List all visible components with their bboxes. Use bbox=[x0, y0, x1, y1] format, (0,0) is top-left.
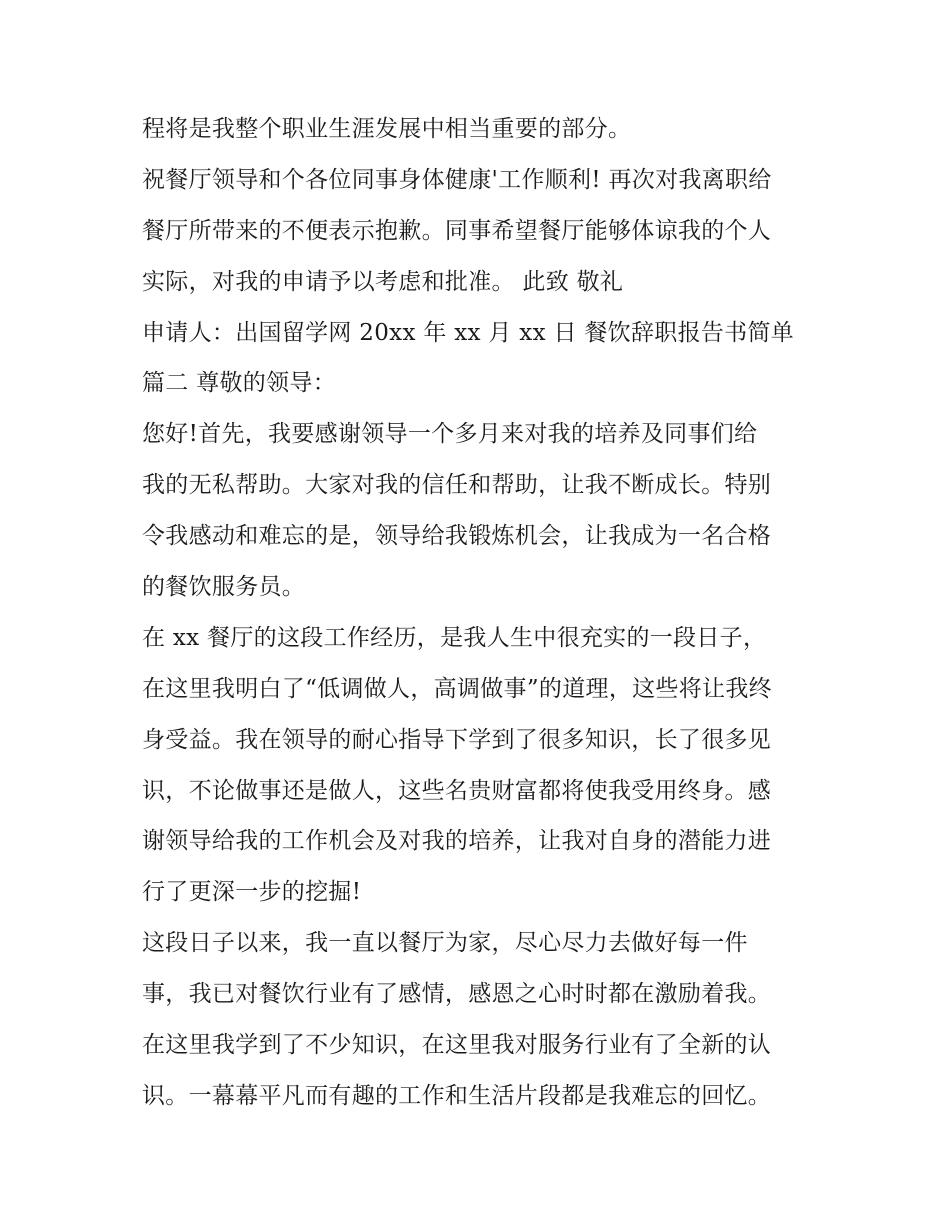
text-line: 在 xx 餐厅的这段工作经历，是我人生中很充实的一段日子， bbox=[142, 624, 767, 651]
document-body bbox=[142, 104, 842, 1122]
text-line: 身受益。我在领导的耐心指导下学到了很多知识，长了很多见 bbox=[142, 726, 772, 753]
text-line: 识，不论做事还是做人，这些名贵财富都将使我受用终身。感 bbox=[142, 777, 772, 804]
text-line: 在这里我明白了“低调做人，高调做事”的道理，这些将让我终 bbox=[142, 675, 772, 702]
text-line: 令我感动和难忘的是，领导给我锻炼机会，让我成为一名合格 bbox=[142, 523, 772, 550]
text-line: 申请人：出国留学网 20xx 年 xx 月 xx 日 餐饮辞职报告书简单 bbox=[142, 319, 795, 346]
text-line: 您好!首先，我要感谢领导一个多月来对我的培养及同事们给 bbox=[142, 421, 758, 448]
text-line: 这段日子以来，我一直以餐厅为家，尽心尽力去做好每一件 bbox=[142, 930, 748, 957]
text-line: 的餐饮服务员。 bbox=[142, 574, 306, 601]
text-line: 餐厅所带来的不便表示抱歉。同事希望餐厅能够体谅我的个人 bbox=[142, 217, 772, 244]
section-heading-line: 篇二 尊敬的领导： bbox=[142, 370, 337, 397]
text-line: 我的无私帮助。大家对我的信任和帮助，让我不断成长。特别 bbox=[142, 472, 772, 499]
text-line: 行了更深一步的挖掘! bbox=[142, 879, 362, 906]
text-line: 谢领导给我的工作机会及对我的培养，让我对自身的潜能力进 bbox=[142, 828, 772, 855]
text-line: 实际，对我的申请予以考虑和批准。 此致 敬礼 bbox=[142, 268, 624, 295]
text-line: 在这里我学到了不少知识，在这里我对服务行业有了全新的认 bbox=[142, 1032, 772, 1059]
text-line: 程将是我整个职业生涯发展中相当重要的部分。 bbox=[142, 116, 632, 142]
text-line: 识。一幕幕平凡而有趣的工作和生活片段都是我难忘的回忆。 bbox=[142, 1082, 772, 1109]
text-line: 祝餐厅领导和个各位同事身体健康'工作顺利! 再次对我离职给 bbox=[142, 166, 772, 193]
text-line: 事，我已对餐饮行业有了感情，感恩之心时时都在激励着我。 bbox=[142, 981, 772, 1008]
